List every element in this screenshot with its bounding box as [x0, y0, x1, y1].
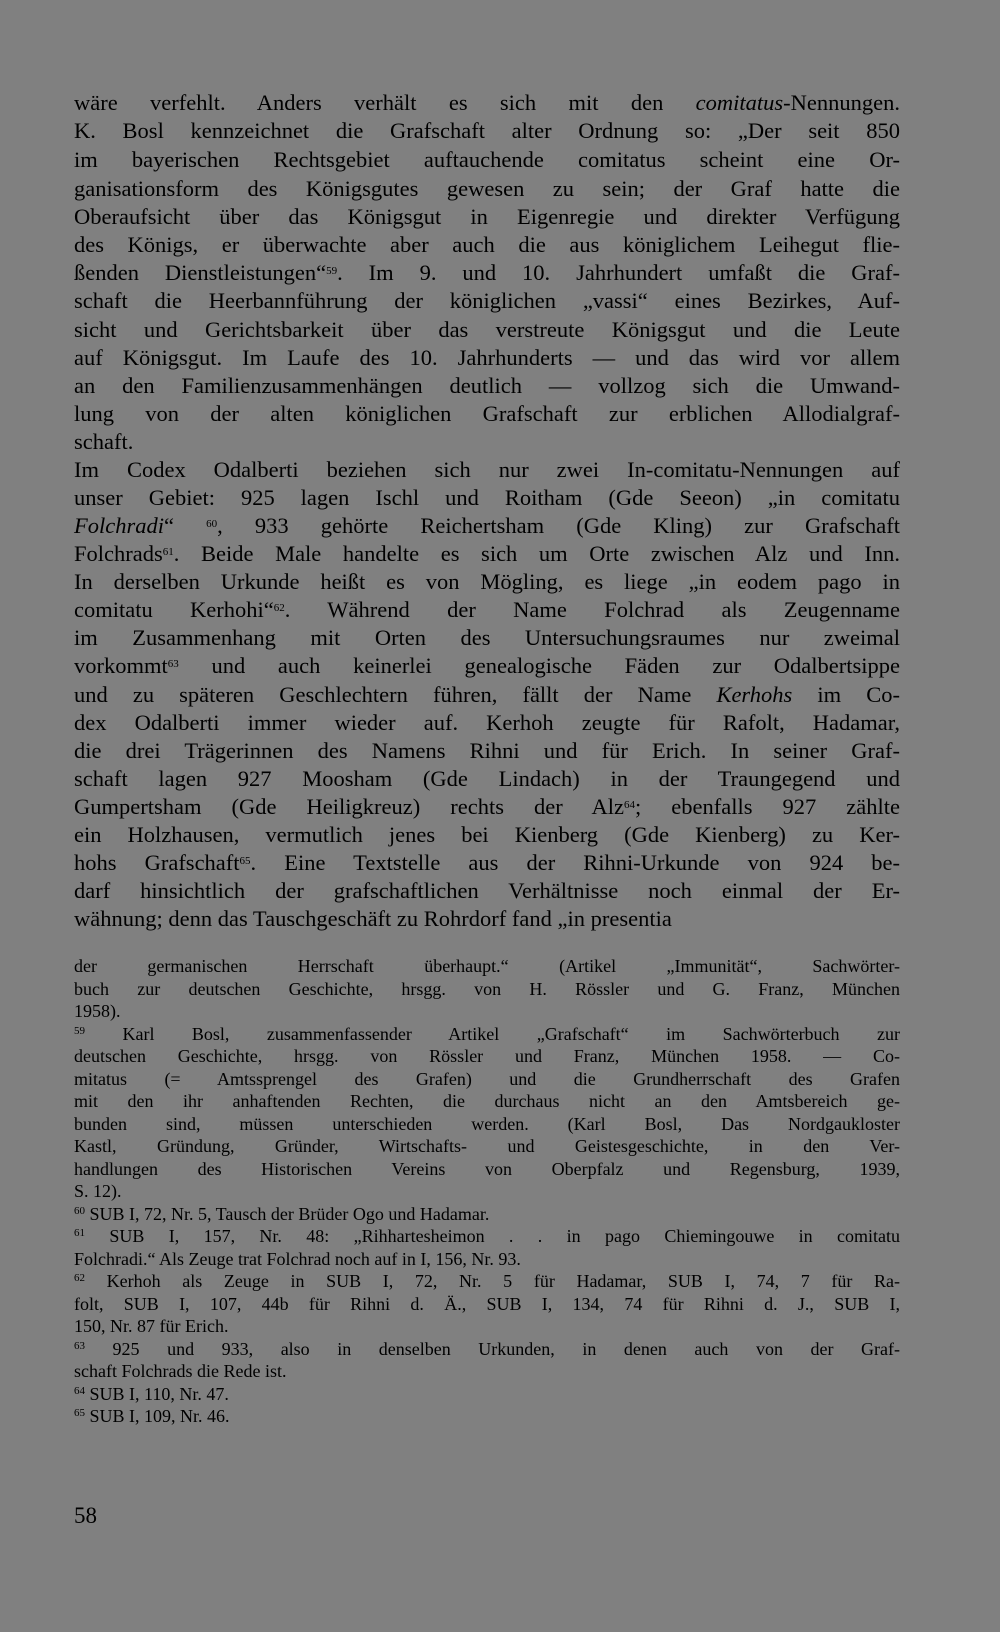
- text-segment: . Im 9. und 10. Jahrhundert umfaßt die Graf-: [337, 260, 900, 285]
- body-line: [74, 904, 900, 933]
- footnote-ref: 62: [273, 602, 285, 614]
- body-line: [74, 651, 900, 680]
- text-segment: comitatu Kerhohi“: [74, 597, 274, 622]
- body-line: [74, 88, 900, 117]
- text-segment: schaft.: [74, 429, 134, 454]
- text-segment: SUB I, 72, Nr. 5, Tausch der Brüder Ogo und Hadamar.: [85, 1204, 490, 1224]
- footnote-ref: 65: [239, 855, 251, 867]
- text-segment: Oberaufsicht über das Königsgut in Eigenregie und direkter Verfügung: [74, 204, 900, 229]
- text-segment: vorkommt: [74, 653, 168, 678]
- footnote-ref: 61: [162, 546, 174, 558]
- text-segment: “: [164, 513, 207, 538]
- body-line: [74, 427, 900, 456]
- footnote-ref: 65: [74, 1407, 85, 1419]
- text-segment: Folchradi.“ Als Zeuge trat Folchrad noch auf in I, 156, Nr. 93.: [74, 1249, 521, 1269]
- text-segment: dex Odalberti immer wieder auf. Kerhoh zeugte für Rafolt, Hadamar,: [74, 710, 900, 735]
- footnote-line: [74, 955, 900, 978]
- text-segment: hohs Grafschaft: [74, 850, 240, 875]
- body-line: [74, 708, 900, 737]
- body-line: [74, 315, 900, 344]
- footnote-ref: 60: [206, 518, 218, 530]
- footnote-line: [74, 1315, 900, 1338]
- body-line: [74, 174, 900, 203]
- footnote-line: [74, 1000, 900, 1023]
- page-number: 58: [74, 1503, 97, 1528]
- body-line: [74, 145, 900, 174]
- text-segment: , 933 gehörte Reichertsham (Gde Kling) zur Grafschaft: [217, 513, 900, 538]
- footnote-ref: 64: [623, 799, 635, 811]
- body-line: [74, 399, 900, 428]
- body-line: [74, 371, 900, 400]
- footnote-line: [74, 1225, 900, 1248]
- footnote-line: [74, 978, 900, 1001]
- text-segment: der germanischen Herrschaft überhaupt.“ (Artikel „Immunität“, Sachwörter-: [74, 956, 900, 976]
- footnote-ref: 63: [167, 658, 179, 670]
- footnote-line: [74, 1270, 900, 1293]
- body-line: [74, 764, 900, 793]
- text-segment: ganisationsform des Königsgutes gewesen zu sein; der Graf hatte die: [74, 176, 900, 201]
- text-segment: ßenden Dienstleistungen“: [74, 260, 327, 285]
- footnote-line: [74, 1203, 900, 1226]
- text-segment: im bayerischen Rechtsgebiet auftauchende comitatus scheint eine Or-: [74, 147, 900, 172]
- text-segment: folt, SUB I, 107, 44b für Rihni d. Ä., SUB I, 134, 74 für Rihni d. J., SUB I,: [74, 1294, 900, 1314]
- footnote-line: [74, 1158, 900, 1181]
- text-segment: an den Familienzusammenhängen deutlich — vollzog sich die Umwand-: [74, 373, 900, 398]
- italic-text: comitatus: [695, 90, 784, 115]
- footnote-line: [74, 1180, 900, 1203]
- text-segment: Karl Bosl, zusammenfassender Artikel „Grafschaft“ im Sachwörterbuch zur: [85, 1024, 900, 1044]
- text-segment: mitatus (= Amtssprengel des Grafen) und die Grundherrschaft des Grafen: [74, 1069, 900, 1089]
- text-segment: bunden sind, müssen unterschieden werden. (Karl Bosl, Das Nordgaukloster: [74, 1114, 900, 1134]
- body-line: [74, 567, 900, 596]
- footnote-ref: 59: [74, 1025, 85, 1037]
- footnote-line: [74, 1023, 900, 1046]
- footnote-line: [74, 1045, 900, 1068]
- text-segment: darf hinsichtlich der grafschaftlichen Verhältnisse noch einmal der Er-: [74, 878, 900, 903]
- text-segment: SUB I, 109, Nr. 46.: [85, 1406, 230, 1426]
- text-segment: lung von der alten königlichen Grafschaft zur erblichen Allodialgraf-: [74, 401, 900, 426]
- footnote-line: [74, 1360, 900, 1383]
- text-segment: Folchrads: [74, 541, 163, 566]
- body-line: [74, 595, 900, 624]
- italic-text: Kerhohs: [716, 682, 793, 707]
- footnote-line: [74, 1293, 900, 1316]
- text-segment: In derselben Urkunde heißt es von Mögling, es liege „in eodem pago in: [74, 569, 900, 594]
- body-line: [74, 483, 900, 512]
- text-segment: -Nennungen.: [783, 90, 900, 115]
- body-line: [74, 820, 900, 849]
- text-segment: und zu späteren Geschlechtern führen, fällt der Name: [74, 682, 717, 707]
- text-segment: auf Königsgut. Im Laufe des 10. Jahrhunderts — und das wird vor allem: [74, 345, 900, 370]
- footnote-line: [74, 1248, 900, 1271]
- text-segment: 150, Nr. 87 für Erich.: [74, 1316, 229, 1336]
- text-segment: im Zusammenhang mit Orten des Untersuchungsraumes nur zweimal: [74, 625, 900, 650]
- footnote-line: [74, 1383, 900, 1406]
- text-segment: Im Codex Odalberti beziehen sich nur zwei In-comitatu-Nennungen auf: [74, 457, 900, 482]
- footnote-ref: 63: [74, 1340, 85, 1352]
- footnote-ref: 62: [74, 1272, 85, 1284]
- body-line: [74, 455, 900, 484]
- body-line: [74, 680, 900, 709]
- body-line: [74, 116, 900, 145]
- text-segment: SUB I, 110, Nr. 47.: [85, 1384, 229, 1404]
- footnote-line: [74, 1090, 900, 1113]
- body-line: [74, 623, 900, 652]
- body-line: [74, 848, 900, 877]
- body-line: [74, 343, 900, 372]
- body-line: [74, 202, 900, 231]
- footnote-ref: 59: [326, 265, 338, 277]
- text-segment: des Königs, er überwachte aber auch die aus königlichem Leihegut flie-: [74, 232, 900, 257]
- text-segment: schaft die Heerbannführung der königlichen „vassi“ eines Bezirkes, Auf-: [74, 288, 900, 313]
- text-segment: ein Holzhausen, vermutlich jenes bei Kienberg (Gde Kienberg) zu Ker-: [74, 822, 900, 847]
- text-segment: wähnung; denn das Tauschgeschäft zu Rohrdorf fand „in presentia: [74, 906, 672, 931]
- footnote-line: [74, 1068, 900, 1091]
- text-segment: sicht und Gerichtsbarkeit über das verstreute Königsgut und die Leute: [74, 317, 900, 342]
- body-line: [74, 876, 900, 905]
- text-segment: ; ebenfalls 927 zählte: [634, 794, 900, 819]
- body-line: [74, 230, 900, 259]
- text-segment: S. 12).: [74, 1181, 122, 1201]
- text-segment: und auch keinerlei genealogische Fäden zur Odalbertsippe: [178, 653, 900, 678]
- text-segment: deutschen Geschichte, hrsgg. von Rössler und Franz, München 1958. — Co-: [74, 1046, 900, 1066]
- text-segment: Gumpertsham (Gde Heiligkreuz) rechts der Alz: [74, 794, 624, 819]
- text-segment: K. Bosl kennzeichnet die Grafschaft alter Ordnung so: „Der seit 850: [74, 118, 900, 143]
- text-segment: SUB I, 157, Nr. 48: „Rihhartesheimon . . in pago Chiemingouwe in comitatu: [85, 1226, 900, 1246]
- body-line: [74, 258, 900, 287]
- text-segment: . Eine Textstelle aus der Rihni-Urkunde von 924 be-: [250, 850, 901, 875]
- text-segment: die drei Trägerinnen des Namens Rihni und für Erich. In seiner Graf-: [74, 738, 900, 763]
- text-segment: buch zur deutschen Geschichte, hrsgg. von H. Rössler und G. Franz, München: [74, 979, 900, 999]
- footnote-ref: 64: [74, 1385, 85, 1397]
- text-segment: 1958).: [74, 1001, 121, 1021]
- text-segment: mit den ihr anhaftenden Rechten, die durchaus nicht an den Amtsbereich ge-: [74, 1091, 900, 1111]
- text-segment: 925 und 933, also in denselben Urkunden, in denen auch von der Graf-: [85, 1339, 900, 1359]
- body-line: [74, 792, 900, 821]
- body-line: [74, 736, 900, 765]
- text-segment: . Beide Male handelte es sich um Orte zwischen Alz und Inn.: [173, 541, 900, 566]
- footnote-ref: 60: [74, 1205, 85, 1217]
- footnote-line: [74, 1338, 900, 1361]
- text-segment: schaft lagen 927 Moosham (Gde Lindach) in der Traungegend und: [74, 766, 900, 791]
- text-segment: schaft Folchrads die Rede ist.: [74, 1361, 287, 1381]
- text-segment: Kerhoh als Zeuge in SUB I, 72, Nr. 5 für Hadamar, SUB I, 74, 7 für Ra-: [85, 1271, 900, 1291]
- footnote-line: [74, 1135, 900, 1158]
- text-segment: wäre verfehlt. Anders verhält es sich mit den: [74, 90, 696, 115]
- text-segment: handlungen des Historischen Vereins von Oberpfalz und Regensburg, 1939,: [74, 1159, 900, 1179]
- text-segment: Kastl, Gründung, Gründer, Wirtschafts- und Geistesgeschichte, in den Ver-: [74, 1136, 900, 1156]
- body-line: [74, 539, 900, 568]
- text-segment: . Während der Name Folchrad als Zeugenname: [284, 597, 900, 622]
- footnote-line: [74, 1405, 900, 1428]
- footnote-line: [74, 1113, 900, 1136]
- text-segment: unser Gebiet: 925 lagen Ischl und Roitham (Gde Seeon) „in comitatu: [74, 485, 900, 510]
- footnote-ref: 61: [74, 1227, 85, 1239]
- body-line: [74, 511, 900, 540]
- text-segment: im Co-: [792, 682, 900, 707]
- body-line: [74, 286, 900, 315]
- italic-text: Folchradi: [74, 513, 164, 538]
